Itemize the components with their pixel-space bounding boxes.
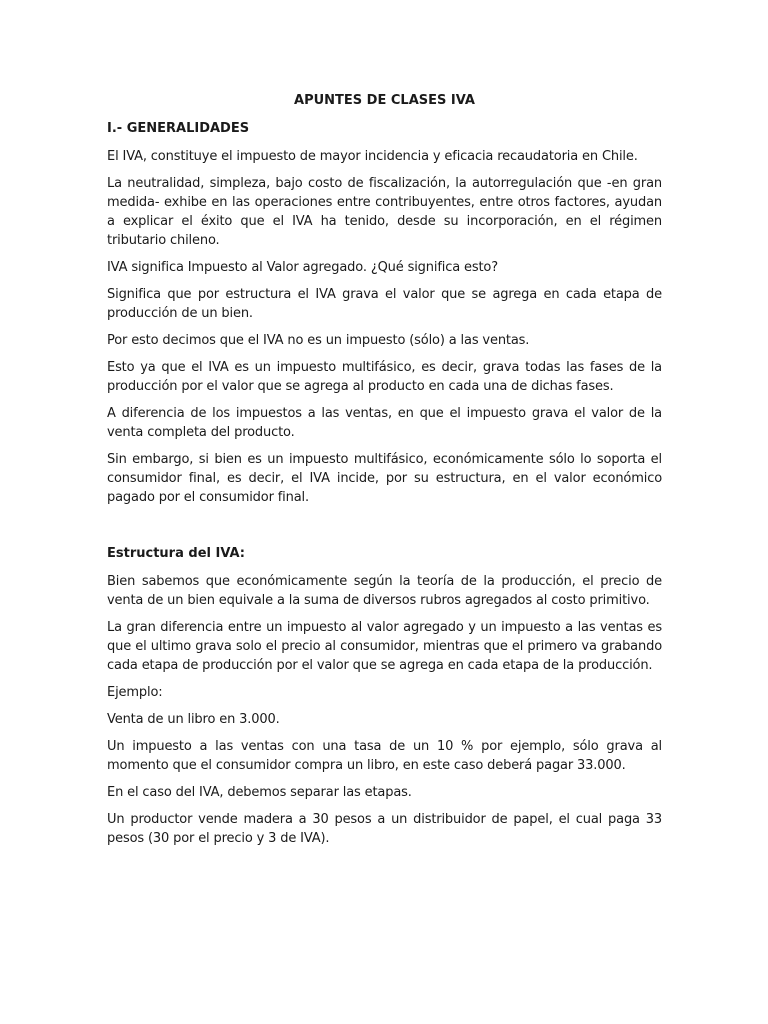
paragraph: Sin embargo, si bien es un impuesto multifásico, económicamente sólo lo soporta el consumidor final, es decir, el IVA incide, por su estructura, en el valor económico pagado por el consumidor final. — [107, 452, 662, 505]
paragraph: Un impuesto a las ventas con una tasa de un 10 % por ejemplo, sólo grava al momento que el consumidor compra un libro, en este caso deberá pagar 33.000. — [107, 739, 662, 773]
paragraph: A diferencia de los impuestos a las ventas, en que el impuesto grava el valor de la venta completa del producto. — [107, 406, 662, 440]
paragraph: Esto ya que el IVA es un impuesto multifásico, es decir, grava todas las fases de la producción por el valor que se agrega al producto en cada una de dichas fases. — [107, 360, 662, 394]
section-heading-estructura: Estructura del IVA: — [107, 546, 246, 561]
paragraph: Bien sabemos que económicamente según la teoría de la producción, el precio de venta de un bien equivale a la suma de diversos rubros agregados al costo primitivo. — [107, 574, 662, 608]
paragraph: La neutralidad, simpleza, bajo costo de fiscalización, la autorregulación que -en gran medida- exhibe en las operaciones entre contribuyentes, entre otros factores, ayudan a explicar el éxito que el IVA ha tenido, desde su incorporación, en el régimen tributario chileno. — [107, 176, 662, 248]
paragraph: Significa que por estructura el IVA grava el valor que se agrega en cada etapa de producción de un bien. — [107, 287, 662, 321]
document-title: APUNTES DE CLASES IVA — [294, 93, 475, 108]
paragraph: En el caso del IVA, debemos separar las etapas. — [107, 785, 412, 800]
paragraph: Ejemplo: — [107, 685, 163, 700]
paragraph: Por esto decimos que el IVA no es un impuesto (sólo) a las ventas. — [107, 333, 530, 348]
paragraph: Venta de un libro en 3.000. — [107, 712, 280, 727]
document-page — [107, 91, 662, 856]
paragraph: La gran diferencia entre un impuesto al valor agregado y un impuesto a las ventas es que el ultimo grava solo el precio al consumidor, mientras que el primero va grabando cada etapa de producción por el valor que se agrega en cada etapa de la producción. — [107, 620, 662, 673]
paragraph: Un productor vende madera a 30 pesos a un distribuidor de papel, el cual paga 33 pesos (30 por el precio y 3 de IVA). — [107, 812, 662, 846]
paragraph: El IVA, constituye el impuesto de mayor incidencia y eficacia recaudatoria en Chile. — [107, 149, 638, 164]
section-heading-generalidades: I.- GENERALIDADES — [107, 121, 250, 136]
paragraph: IVA significa Impuesto al Valor agregado. ¿Qué significa esto? — [107, 260, 498, 275]
